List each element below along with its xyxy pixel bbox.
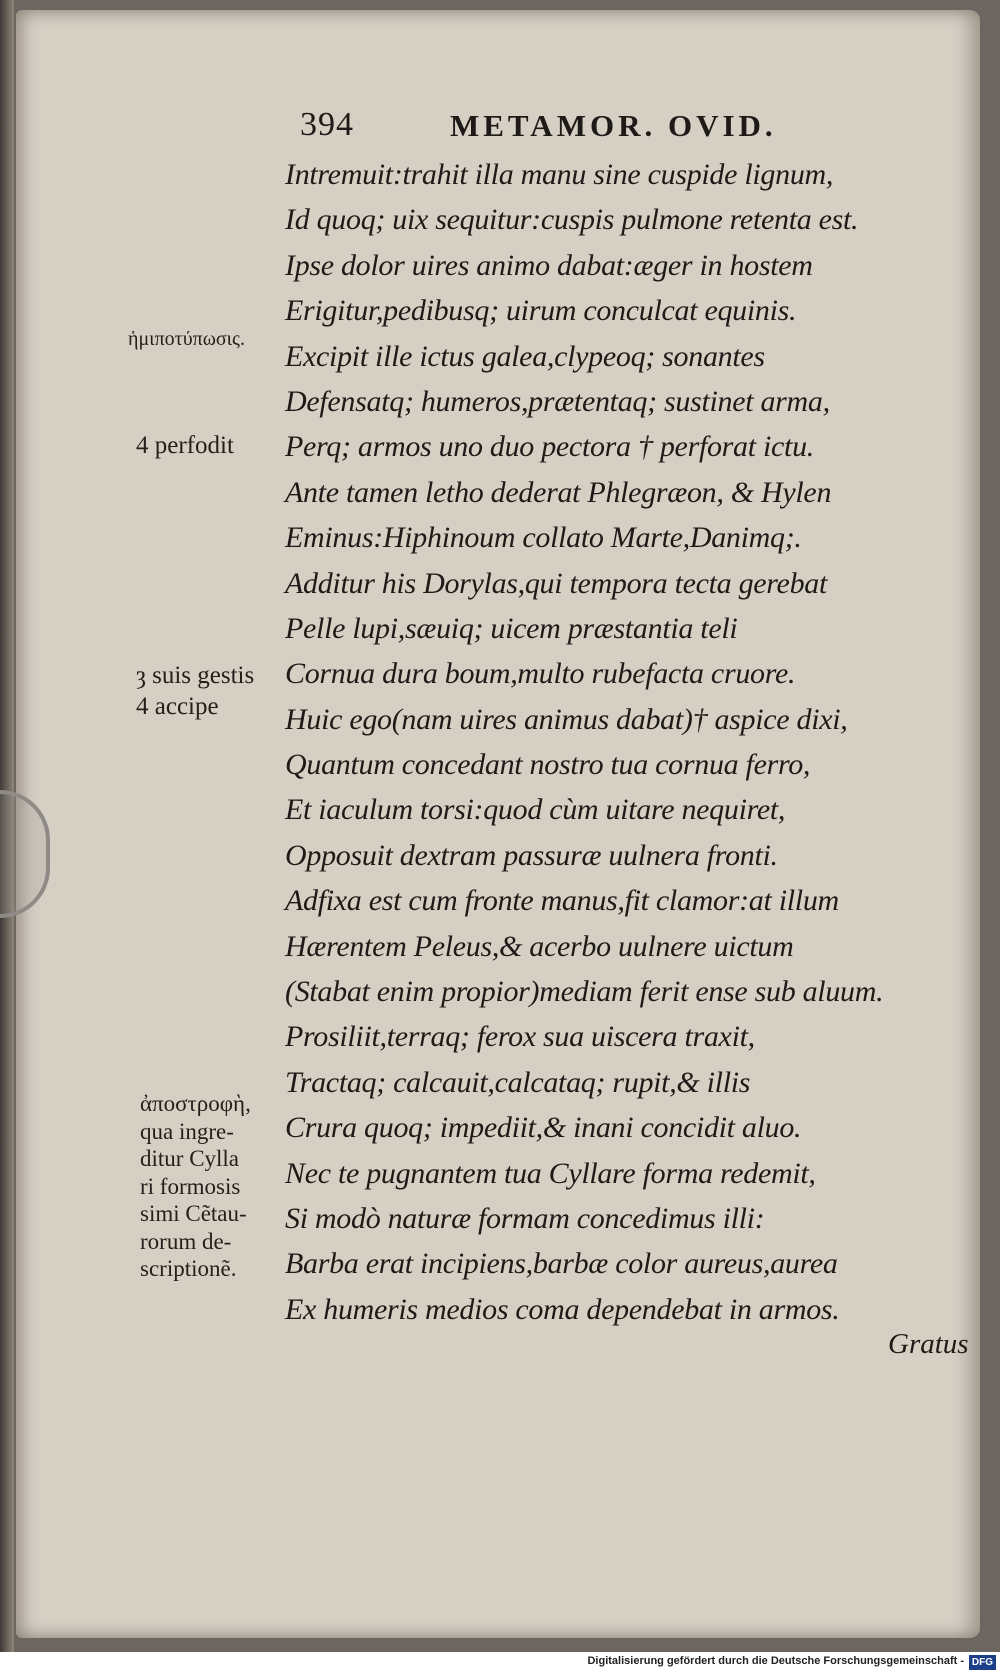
digitization-footer — [0, 1652, 1000, 1674]
verse-line: Et iaculum torsi:quod cùm uitare nequiret, — [285, 793, 786, 827]
verse-line: Excipit ille ictus galea,clypeoq; sonantes — [285, 339, 765, 373]
verse-line: Intremuit:trahit illa manu sine cuspide lignum, — [285, 158, 834, 191]
verse-line: Crura quoq; impediit,& inani concidit aluo. — [285, 1111, 802, 1145]
margin-note-line: scriptionẽ. — [140, 1256, 237, 1281]
verse-line: Barba erat incipiens,barbæ color aureus,aurea — [285, 1247, 838, 1281]
verse-line: Ex humeris medios coma dependebat in armos. — [285, 1292, 840, 1326]
verse-line: Perq; armos uno duo pectora † perforat ictu. — [285, 430, 814, 464]
margin-note-line: ri formosis — [140, 1173, 241, 1199]
verse-line: Ante tamen letho dederat Phlegræon, & Hylen — [285, 475, 832, 509]
verse-line: Tractaq; calcauit,calcataq; rupit,& illis — [285, 1065, 751, 1099]
margin-note-perfodit: 4 perfodit — [136, 432, 234, 459]
verse-line: Ipse dolor uires animo dabat:æger in hostem — [285, 248, 813, 282]
margin-note-line: ἀποστροφὴ, — [140, 1091, 251, 1116]
page-header — [300, 106, 860, 152]
verse-line: Id quoq; uix sequitur:cuspis pulmone retenta est. — [285, 203, 859, 237]
verse-line: Si modò naturæ formam concedimus illi: — [285, 1201, 765, 1235]
margin-note-line: rorum de- — [140, 1228, 232, 1254]
margin-note-suis-gestis: ȝ suis gestis — [136, 662, 255, 689]
verse-line: Defensatq; humeros,prætentaq; sustinet arma, — [285, 384, 830, 418]
margin-note-apostrophe — [140, 1090, 290, 1283]
margin-note-greek: ἡμιποτύπωσις. — [128, 328, 245, 350]
dfg-logo-icon[interactable]: DFG — [969, 1655, 996, 1670]
running-title: METAMOR. OVID. — [450, 108, 777, 143]
margin-note-line: qua ingre- — [140, 1118, 234, 1144]
catchword: Gratus — [888, 1328, 969, 1360]
page-number: 394 — [300, 106, 354, 143]
verse-line: (Stabat enim propior)mediam ferit ense sub aluum. — [285, 975, 884, 1009]
margin-note-accipe: 4 accipe — [136, 693, 219, 720]
verse-line: Pelle lupi,sæuiq; uicem præstantia teli — [285, 611, 738, 645]
verse-text-block — [285, 152, 965, 1332]
verse-line: Additur his Dorylas,qui tempora tecta gerebat — [285, 566, 827, 600]
verse-line: Prosiliit,terraq; ferox sua uiscera traxit, — [285, 1020, 755, 1054]
margin-note-line: simi Cẽtau- — [140, 1201, 247, 1226]
verse-line: Hærentem Peleus,& acerbo uulnere uictum — [285, 929, 794, 963]
verse-line: Quantum concedant nostro tua cornua ferro, — [285, 748, 811, 782]
verse-line: Eminus:Hiphinoum collato Marte,Danimq;. — [285, 521, 802, 555]
verse-line: Cornua dura boum,multo rubefacta cruore. — [285, 657, 796, 691]
verse-line: Huic ego(nam uires animus dabat)† aspice dixi, — [285, 702, 848, 736]
verse-line: Opposuit dextram passuræ uulnera fronti. — [285, 838, 778, 872]
verse-line: Erigitur,pedibusq; uirum conculcat equinis. — [285, 294, 797, 328]
margin-note-line: ditur Cylla — [140, 1146, 240, 1171]
footer-credit: Digitalisierung gefördert durch die Deutsche Forschungsgemeinschaft - — [587, 1655, 964, 1667]
verse-line: Adfixa est cum fronte manus,fit clamor:at illum — [285, 884, 839, 918]
verse-line: Nec te pugnantem tua Cyllare forma redemit, — [285, 1156, 816, 1190]
